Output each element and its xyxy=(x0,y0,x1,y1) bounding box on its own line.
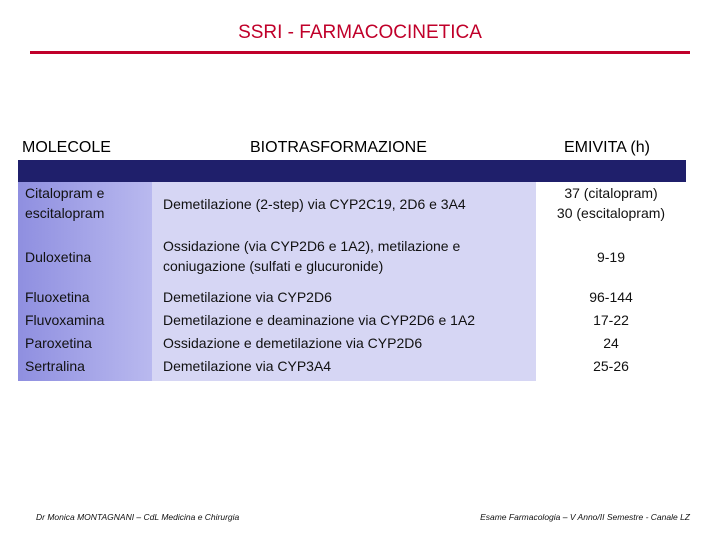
molecole-line: escitalopram xyxy=(25,205,105,221)
table-row-1-molecole xyxy=(25,183,151,223)
biotrasformazione-line: Demetilazione (2-step) via CYP2C19, 2D6 e 3A4 xyxy=(163,196,466,212)
molecole-line: Paroxetina xyxy=(25,335,92,351)
emivita-line: 24 xyxy=(603,335,619,351)
header-molecole: MOLECOLE xyxy=(22,139,111,156)
header-biotrasformazione: BIOTRASFORMAZIONE xyxy=(250,139,427,156)
emivita-line: 37 (citalopram) xyxy=(564,185,658,201)
biotrasformazione-line: coniugazione (sulfati e glucuronide) xyxy=(163,258,384,274)
molecole-line: Fluvoxamina xyxy=(25,312,105,328)
page-title: SSRI - FARMACOCINETICA xyxy=(238,22,482,43)
molecole-line: Fluoxetina xyxy=(25,289,90,305)
molecole-line: Duloxetina xyxy=(25,249,92,265)
table-row-3-biotrasformazione xyxy=(163,286,533,378)
table-row-2-molecole xyxy=(25,246,151,269)
biotrasformazione-line: Demetilazione via CYP3A4 xyxy=(163,358,332,374)
header-emivita: EMIVITA (h) xyxy=(564,139,650,156)
table-row-1-biotrasformazione xyxy=(163,193,533,216)
emivita-line: 25-26 xyxy=(593,358,629,374)
emivita-line: 17-22 xyxy=(593,312,629,328)
biotrasformazione-line: Ossidazione (via CYP2D6 e 1A2), metilazione e xyxy=(163,238,461,254)
table-row-2-emivita xyxy=(536,246,686,269)
table-row-1-emivita xyxy=(536,183,686,223)
molecole-line: Citalopram e xyxy=(25,185,105,201)
molecole-line: Sertralina xyxy=(25,358,85,374)
table-row-3-molecole xyxy=(25,286,151,378)
footer-left: Dr Monica MONTAGNANI – CdL Medicina e Chirurgia xyxy=(36,512,240,522)
biotrasformazione-line: Demetilazione via CYP2D6 xyxy=(163,289,332,305)
table-row-2-biotrasformazione xyxy=(163,236,533,276)
table-row-3-emivita xyxy=(536,286,686,378)
emivita-line: 30 (escitalopram) xyxy=(556,205,666,221)
biotrasformazione-line: Ossidazione e demetilazione via CYP2D6 xyxy=(163,335,423,351)
biotrasformazione-line: Demetilazione e deaminazione via CYP2D6 e 1A2 xyxy=(163,312,476,328)
emivita-line: 9-19 xyxy=(596,249,626,265)
footer-right: Esame Farmacologia – V Anno/II Semestre - Canale LZ xyxy=(480,512,690,522)
title-underline xyxy=(30,51,690,54)
table-header-band xyxy=(18,160,686,182)
emivita-line: 96-144 xyxy=(589,289,633,305)
